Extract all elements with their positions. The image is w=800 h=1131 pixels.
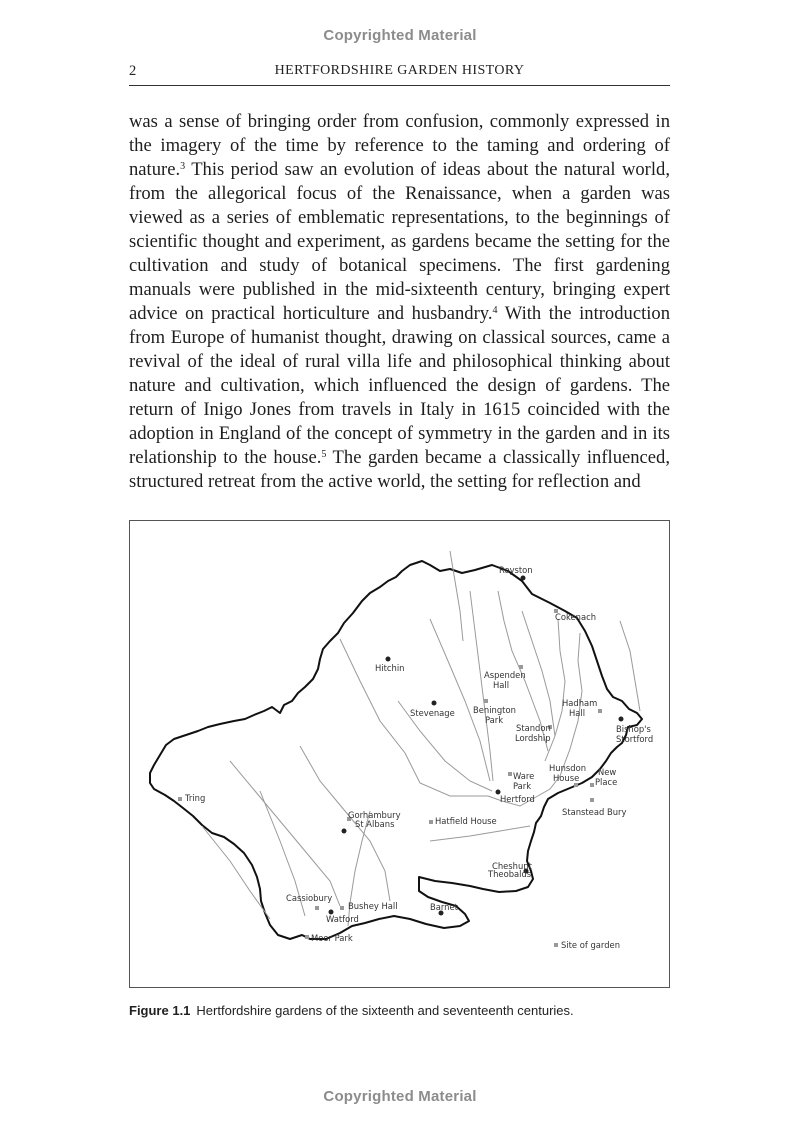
hertfordshire-map <box>130 521 669 987</box>
running-head <box>129 63 670 86</box>
garden-labels <box>184 612 626 943</box>
label-cassiobury: Cassiobury <box>286 893 333 903</box>
label-stanstead-bury: Stanstead Bury <box>562 807 627 817</box>
label-aspenden-1: Aspenden <box>484 670 526 680</box>
label-new-place-2: Place <box>595 777 618 787</box>
map-legend-label: Site of garden <box>561 940 620 950</box>
label-hadham-2: Hall <box>569 708 586 718</box>
label-theobalds: Theobalds <box>488 869 532 879</box>
label-hatfield-house: Hatfield House <box>435 816 497 826</box>
footnote-ref-4[interactable]: 4 <box>492 305 498 316</box>
label-hitchin: Hitchin <box>375 663 405 673</box>
copyright-watermark-bottom: Copyrighted Material <box>323 1088 477 1105</box>
rivers <box>202 551 640 926</box>
label-bishops-stortford-1: Bishop's <box>616 724 651 734</box>
label-stevenage: Stevenage <box>410 708 455 718</box>
footnote-ref-5[interactable]: 5 <box>321 449 327 460</box>
label-hunsdon-1: Hunsdon <box>549 763 587 773</box>
label-st-albans: St Albans <box>355 819 395 829</box>
label-ware-park-2: Park <box>513 781 532 791</box>
footnote-ref-3[interactable]: 3 <box>180 161 186 172</box>
label-barnet: Barnet <box>430 902 458 912</box>
label-watford: Watford <box>326 914 359 924</box>
running-head-title: HERTFORDSHIRE GARDEN HISTORY <box>274 63 525 78</box>
label-cokenach: Cokenach <box>555 612 597 622</box>
label-standon-2: Lordship <box>515 733 551 743</box>
map-figure <box>129 520 670 988</box>
label-tring: Tring <box>185 793 206 803</box>
label-hunsdon-2: House <box>553 773 580 783</box>
label-moor-park: Moor Park <box>311 933 353 943</box>
figure-caption-text: Hertfordshire gardens of the sixteenth and seventeenth centuries. <box>196 1003 574 1018</box>
label-hertford: Hertford <box>500 794 535 804</box>
label-ware-park-1: Ware <box>513 771 535 781</box>
label-new-place-1: New <box>598 767 617 777</box>
label-standon-1: Standon <box>516 723 551 733</box>
label-benington-2: Park <box>485 715 504 725</box>
label-gorhambury: Gorhambury <box>348 810 401 820</box>
body-paragraph <box>129 110 670 494</box>
body-text-1: was a sense of bringing order from confusion, commonly expressed in the imagery of the time by reference to the taming and ordering of nature. <box>129 111 670 180</box>
page-number: 2 <box>129 63 137 79</box>
label-bishops-stortford-2: Stortford <box>616 734 654 744</box>
body-text-2: This period saw an evolution of ideas about the natural world, from the allegorical focus of the Renaissance, when a garden was viewed as a series of emblematic representations, to the beginnings of scientific thought and experiment, as gardens became the setting for the cultivation and study of botanical specimens. The first gardening manuals were published in the mid-sixteenth century, bringing expert advice on practical horticulture and husbandry. <box>129 159 670 324</box>
label-bushey-hall: Bushey Hall <box>348 901 398 911</box>
copyright-watermark-top: Copyrighted Material <box>323 27 477 44</box>
town-markers <box>329 576 627 916</box>
body-text-3: With the introduction from Europe of humanist thought, drawing on classical sources, came a revival of the ideal of rural villa life and philosophical thinking about nature and cultivation, which influenced the design of gardens. The return of Inigo Jones from travels in Italy in 1615 coincided with the adoption in England of the concept of symmetry in the garden and in its relationship to the house. <box>129 303 670 468</box>
figure-number: Figure 1.1 <box>129 1003 191 1018</box>
label-cheshunt: Cheshunt <box>492 861 532 871</box>
body-text-4: The garden became a classically influenced, structured retreat from the active world, the setting for reflection and <box>129 447 671 492</box>
figure-caption <box>129 1003 670 1018</box>
label-royston: Royston <box>499 565 533 575</box>
label-aspenden-2: Hall <box>493 680 510 690</box>
label-benington-1: Benington <box>473 705 516 715</box>
label-hadham-1: Hadham <box>562 698 598 708</box>
